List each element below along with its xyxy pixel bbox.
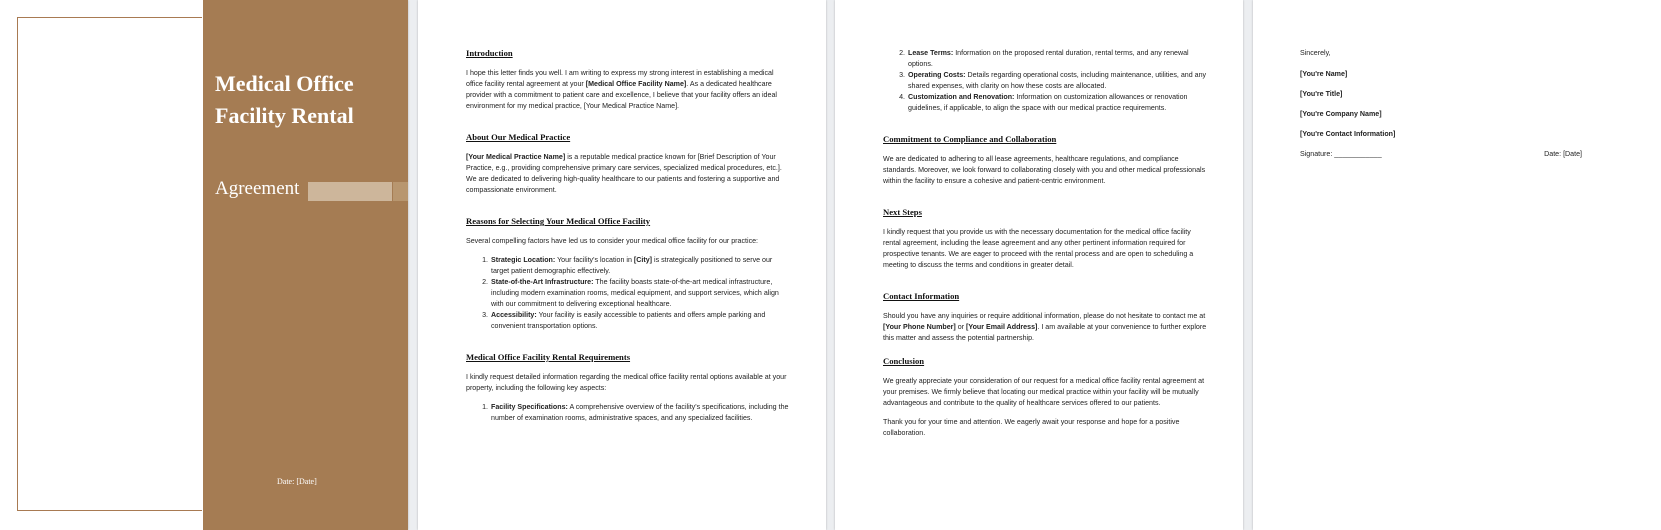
contact-paragraph: Should you have any inquiries or require additional information, please do not hesitate to contact me at [Your Phone Number] or [Your Email Address]. I am available at your convenience to further explore this matter and assess the potential partnership.	[883, 312, 1207, 342]
requirements-list-continued	[883, 48, 1208, 114]
letter-page-2	[835, 0, 1243, 530]
list-item: 3. Accessibility: Your facility is easily accessible to patients and offers ample parking and convenient transportation options.	[490, 310, 791, 332]
about-heading: About Our Medical Practice	[466, 132, 571, 142]
cover-accent-bar	[308, 182, 392, 201]
closing: Sincerely,	[1300, 49, 1331, 57]
reasons-list	[466, 255, 791, 332]
cover-title	[215, 68, 405, 132]
list-item: 1. Facility Specifications: A comprehensive overview of the facility's specifications, including the number of examination rooms, administrative spaces, and any specialized facilities.	[490, 402, 791, 424]
conclusion-paragraph-1: We greatly appreciate your consideration of our request for a medical office facility rental agreement at your premises. We firmly believe that locating our medical practice within your facility will be mutually advantageous and contribute to the quality of healthcare services offered to our patients.	[883, 377, 1205, 407]
about-paragraph: [Your Medical Practice Name] is a reputable medical practice known for [Brief Description of Your Practice, e.g., providing comprehensive primary care services, specialized medical procedures, etc.]. We are dedicated to delivering high-quality healthcare to our patients and fostering a supportive and compassionate environment.	[466, 153, 782, 194]
list-item: 3. Operating Costs: Details regarding operational costs, including maintenance, utilities, and any shared expenses, with clarity on how these costs are allocated.	[907, 70, 1208, 92]
signature-date: Date: [Date]	[1544, 150, 1582, 158]
intro-paragraph: I hope this letter finds you well. I am writing to express my strong interest in establishing a medical office facility rental agreement at your [Medical Office Facility Name]. As a dedicated healthcare provider with a commitment to patient care and excellence, I believe that your facility offers an ideal environment for my medical practice, [Your Medical Practice Name].	[466, 69, 777, 110]
compliance-paragraph: We are dedicated to adhering to all lease agreements, healthcare regulations, and compliance standards. Moreover, we look forward to collaborating closely with you and other medical professionals within the facility to ensure a cohesive and patient-centric environment.	[883, 155, 1206, 185]
signer-contact: [You're Contact Information]	[1300, 130, 1396, 138]
compliance-heading: Commitment to Compliance and Collaboration	[883, 134, 1057, 144]
contact-heading: Contact Information	[883, 291, 960, 301]
list-item: 2. State-of-the-Art Infrastructure: The facility boasts state-of-the-art medical infrastructure, including modern examination rooms, medical equipment, and support services, which align with our commitment to delivering exceptional healthcare.	[490, 277, 791, 310]
letter-page-1	[418, 0, 826, 530]
reasons-intro: Several compelling factors have led us to consider your medical office facility for our practice:	[466, 237, 759, 245]
cover-title-line1: Medical Office	[215, 71, 354, 96]
list-item: 4. Customization and Renovation: Information on customization allowances or renovation guidelines, if applicable, to align the space with our medical practice requirements.	[907, 92, 1208, 114]
requirements-intro: I kindly request detailed information regarding the medical office facility rental options available at your property, including the following key aspects:	[466, 373, 787, 392]
signature-row	[1300, 149, 1582, 160]
conclusion-paragraph-2: Thank you for your time and attention. We eagerly await your response and hope for a positive collaboration.	[883, 418, 1180, 437]
cover-accent-bar-end	[393, 182, 408, 201]
requirements-list	[466, 402, 791, 424]
list-item: 2. Lease Terms: Information on the proposed rental duration, rental terms, and any renewal options.	[907, 48, 1208, 70]
cover-title-line2: Facility Rental	[215, 103, 354, 128]
signer-company: [You're Company Name]	[1300, 110, 1382, 118]
letter-page-3	[1253, 0, 1661, 530]
cover-date: Date: [Date]	[277, 477, 317, 486]
requirements-heading: Medical Office Facility Rental Requirements	[466, 352, 631, 362]
signer-title: [You're Title]	[1300, 90, 1343, 98]
intro-heading: Introduction	[466, 48, 513, 58]
next-steps-paragraph: I kindly request that you provide us with the necessary documentation for the medical office facility rental agreement, including the lease agreement and any other pertinent information required for prospective tenants. We are eager to proceed with the rental process and are open to scheduling a meeting to discuss the terms and conditions in greater detail.	[883, 228, 1194, 269]
signature-line: Signature: ____________	[1300, 150, 1382, 158]
cover-frame	[17, 17, 202, 511]
list-item: 1. Strategic Location: Your facility's location in [City] is strategically positioned to serve our target patient demographic effectively.	[490, 255, 791, 277]
conclusion-heading: Conclusion	[883, 356, 925, 366]
reasons-heading: Reasons for Selecting Your Medical Office Facility	[466, 216, 651, 226]
next-steps-heading: Next Steps	[883, 207, 922, 217]
cover-page	[0, 0, 408, 530]
cover-subtitle: Agreement	[215, 178, 300, 199]
signer-name: [You're Name]	[1300, 70, 1348, 78]
